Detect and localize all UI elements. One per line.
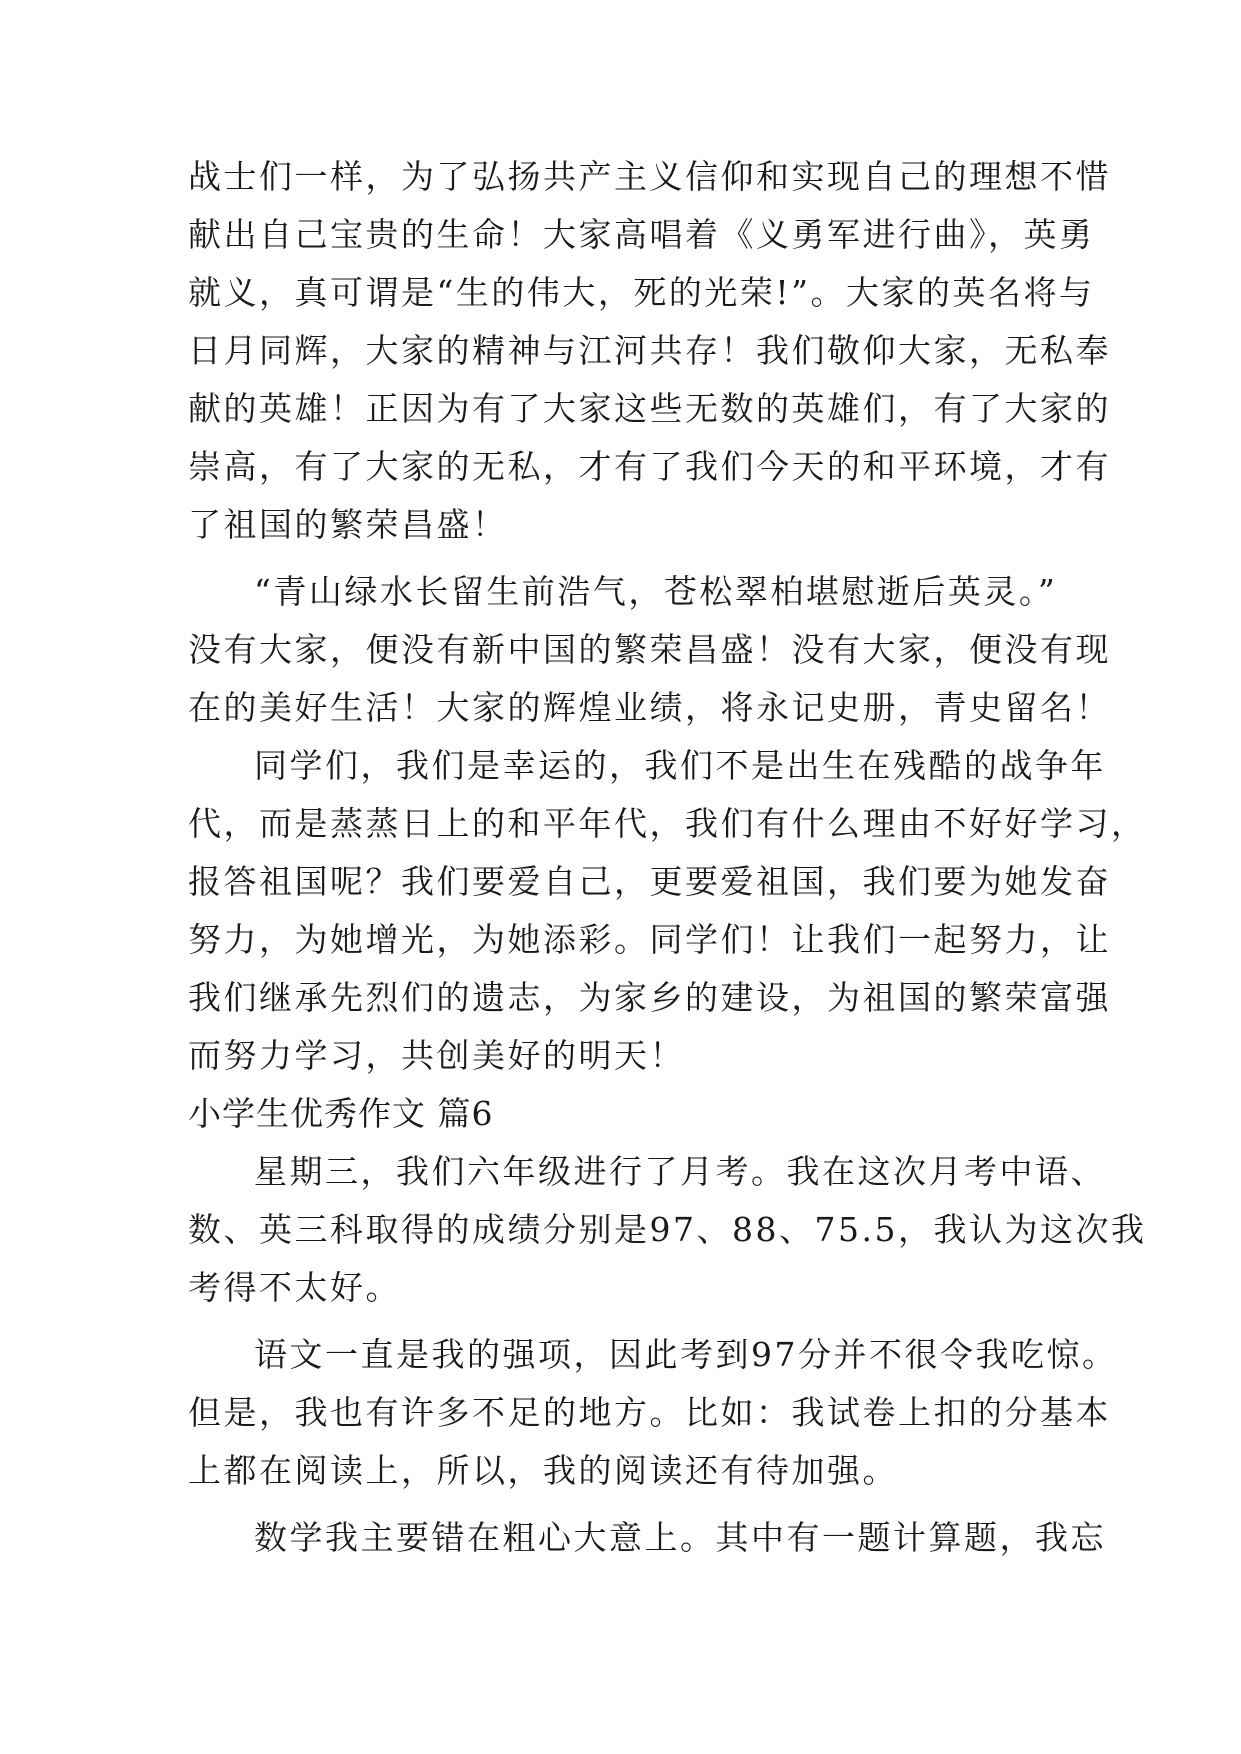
text-line: 没有大家，便没有新中国的繁荣昌盛！没有大家，便没有现 <box>188 630 1111 669</box>
text-line: 数、英三科取得的成绩分别是97、88、75.5，我认为这次我 <box>188 1210 1147 1249</box>
text-line: 就义，真可谓是“生的伟大，死的光荣!”。大家的英名将与 <box>188 273 1095 312</box>
text-line: 代，而是蒸蒸日上的和平年代，我们有什么理由不好好学习， <box>188 804 1147 843</box>
paragraph-first-line: 星期三，我们六年级进行了月考。我在这次月考中语、 <box>254 1152 1106 1191</box>
text-line: 但是，我也有许多不足的地方。比如：我试卷上扣的分基本 <box>188 1393 1111 1432</box>
section-heading: 小学生优秀作文 篇6 <box>188 1094 494 1133</box>
text-line: 献出自己宝贵的生命！大家高唱着《义勇军进行曲》，英勇 <box>188 215 1095 254</box>
text-line: 献的英雄！正因为有了大家这些无数的英雄们，有了大家的 <box>188 389 1111 428</box>
text-line: 上都在阅读上，所以，我的阅读还有待加强。 <box>188 1451 898 1490</box>
text-line: 在的美好生活！大家的辉煌业绩，将永记史册，青史留名！ <box>188 688 1111 727</box>
text-line: 了祖国的繁荣昌盛！ <box>188 505 508 544</box>
text-line: 我们继承先烈们的遗志，为家乡的建设，为祖国的繁荣富强 <box>188 978 1111 1017</box>
text-line: 报答祖国呢？我们要爱自己，更要爱祖国，我们要为她发奋 <box>188 862 1111 901</box>
text-line: 考得不太好。 <box>188 1268 401 1307</box>
text-line: 而努力学习，共创美好的明天！ <box>188 1036 685 1075</box>
text-line: 努力，为她增光，为她添彩。同学们！让我们一起努力，让 <box>188 920 1111 959</box>
paragraph-first-line: 同学们，我们是幸运的，我们不是出生在残酷的战争年 <box>254 746 1106 785</box>
text-line: 日月同辉，大家的精神与江河共存！我们敬仰大家，无私奉 <box>188 331 1111 370</box>
paragraph-first-line: 语文一直是我的强项，因此考到97分并不很令我吃惊。 <box>254 1335 1118 1374</box>
paragraph-first-line: 数学我主要错在粗心大意上。其中有一题计算题，我忘 <box>254 1518 1106 1557</box>
text-line: 战士们一样，为了弘扬共产主义信仰和实现自己的理想不惜 <box>188 157 1111 196</box>
text-line: 崇高，有了大家的无私，才有了我们今天的和平环境，才有 <box>188 447 1111 486</box>
paragraph-first-line: “青山绿水长留生前浩气，苍松翠柏堪慰逝后英灵。” <box>254 572 1058 611</box>
